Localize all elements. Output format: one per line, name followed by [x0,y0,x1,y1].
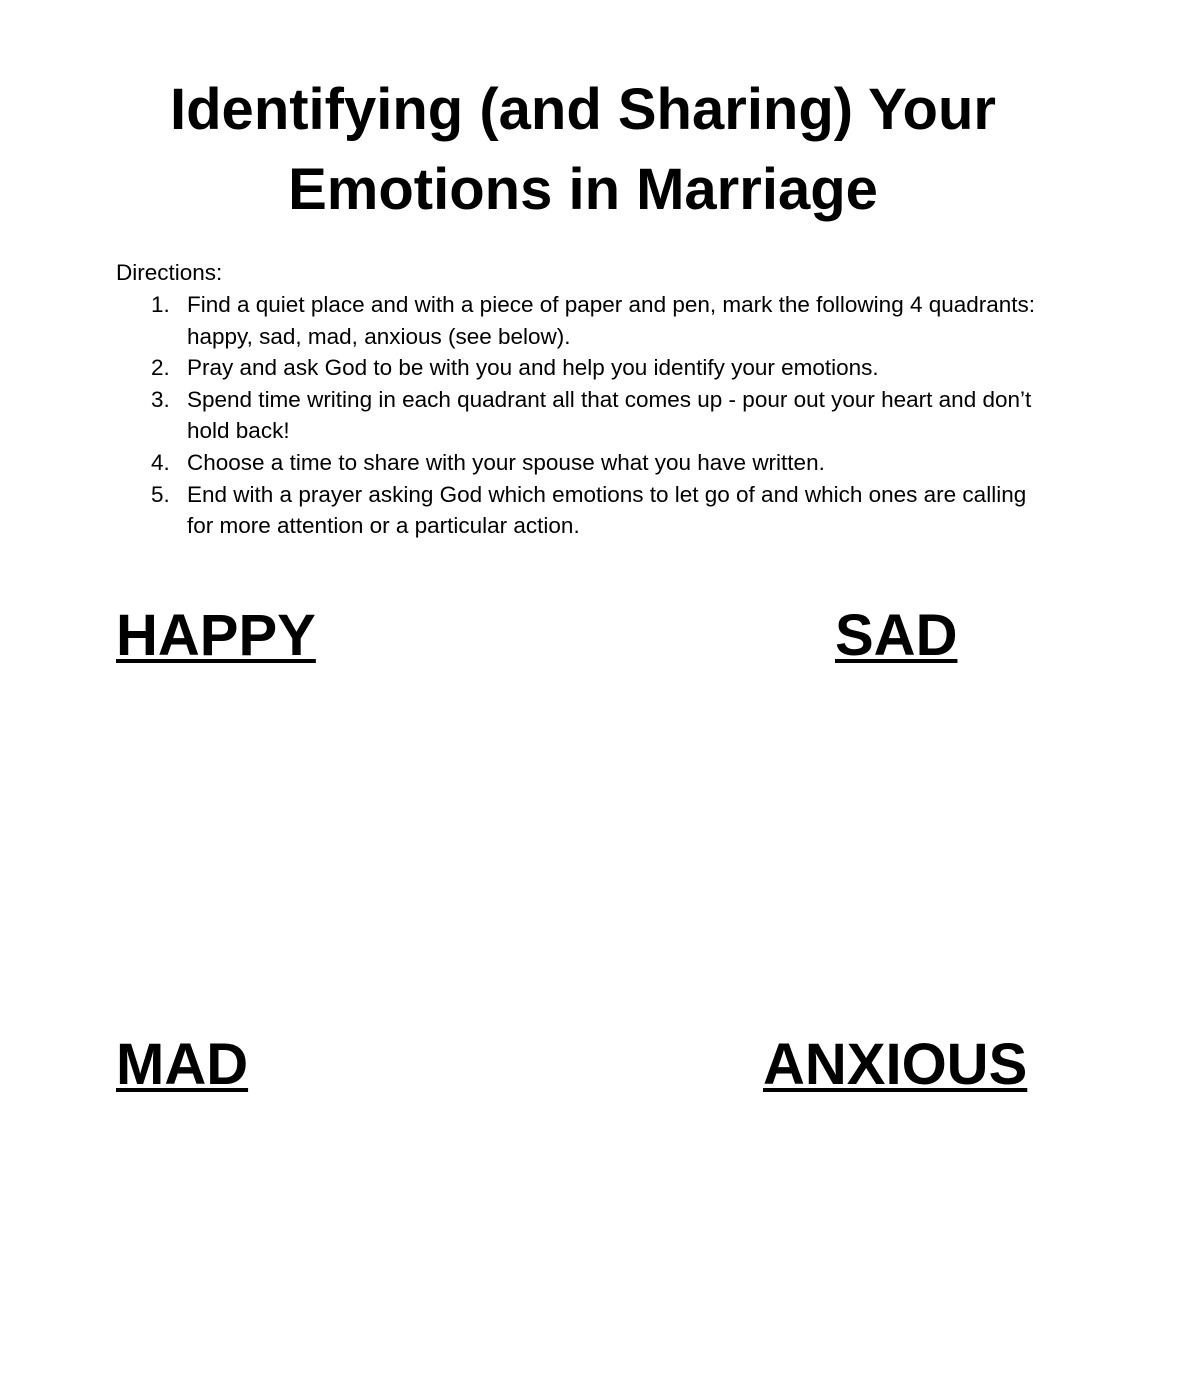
quadrant-heading-sad: SAD [835,603,958,668]
direction-number: 4. [151,449,170,475]
direction-item [116,289,1056,352]
direction-item [116,479,1056,542]
direction-number: 1. [151,292,170,317]
direction-text: Choose a time to share with your spouse what you have written. [187,449,825,475]
quadrant-heading-anxious: ANXIOUS [763,1032,1028,1097]
directions-list [116,289,1056,542]
direction-number: 5. [151,481,170,507]
direction-number: 2. [151,355,170,381]
direction-text: Find a quiet place and with a piece of paper and pen, mark the following 4 quadrants: happy, sad, mad, anxious (see below). [187,292,1036,349]
page-title [0,70,1166,230]
quadrant-heading-mad: MAD [116,1032,249,1097]
page-title-line-1: Identifying (and Sharing) Your [170,77,996,142]
direction-text: End with a prayer asking God which emotions to let go of and which ones are calling for more attention or a particular action. [187,481,1027,539]
direction-item [116,384,1056,447]
direction-text: Pray and ask God to be with you and help you identify your emotions. [187,355,879,381]
directions-label: Directions: [116,260,223,285]
direction-item [116,447,1056,479]
direction-number: 3. [151,386,170,412]
page-title-line-2: Emotions in Marriage [288,157,878,222]
quadrant-heading-happy: HAPPY [116,603,316,668]
direction-item [116,352,1056,384]
direction-text: Spend time writing in each quadrant all that comes up - pour out your heart and don’t hold back! [187,386,1032,444]
